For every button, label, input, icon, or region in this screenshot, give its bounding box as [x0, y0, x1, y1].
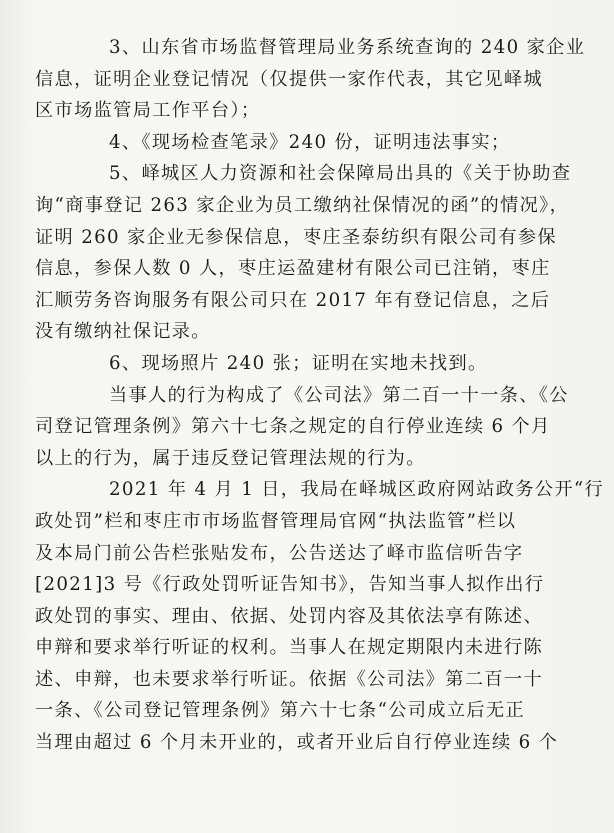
- text-line: 3、山东省市场监督管理局业务系统查询的 240 家企业: [109, 37, 586, 58]
- text-line: 申辩和要求举行听证的权利。当事人在规定期限内未进行陈: [35, 637, 543, 659]
- text-line: 述、申辩，也未要求举行听证。依据《公司法》第二百一十: [35, 668, 543, 690]
- text-line: 没有缴纳社保记录。: [35, 321, 211, 343]
- text-line: 6、现场照片 240 张；证明在实地未找到。: [109, 352, 488, 374]
- text-line: 当事人的行为构成了《公司法》第二百一十一条、《公: [109, 384, 569, 406]
- text-line: 4、《现场检查笔录》240 份，证明违法事实；: [109, 131, 511, 153]
- text-line: 信息，参保人数 0 人，枣庄运盈建材有限公司已注销，枣庄: [35, 258, 551, 280]
- evidence-item-5: [35, 158, 576, 348]
- text-line: 汇顺劳务咨询服务有限公司只在 2017 年有登记信息，之后: [35, 289, 551, 311]
- text-line: 证明 260 家企业无参保信息，枣庄圣泰纺织有限公司有参保: [35, 226, 557, 248]
- evidence-item-6: [72, 348, 576, 380]
- text-line: 区市场监管局工作平台）；: [35, 100, 261, 122]
- text-line: [2021]3 号《行政处罚听证告知书》，告知当事人拟作出行: [35, 574, 545, 596]
- text-line: 政处罚的事实、理由、依据、处罚内容及其依法享有陈述、: [35, 605, 543, 627]
- text-line: 一条、《公司登记管理条例》第六十七条“公司成立后无正: [35, 700, 525, 722]
- text-line: 以上的行为，属于违反登记管理法规的行为。: [35, 447, 426, 469]
- violation-paragraph: [35, 380, 576, 475]
- text-line: 司登记管理条例》第六十七条之规定的自行停业连续 6 个月: [35, 416, 551, 438]
- text-line: 5、峄城区人力资源和社会保障局出具的《关于协助查: [109, 163, 572, 185]
- text-line: 询“商事登记 263 家企业为员工缴纳社保情况的函”的情况》，: [35, 194, 570, 216]
- evidence-item-3: [35, 32, 586, 127]
- evidence-item-4: [72, 127, 576, 159]
- text-line: 2021 年 4 月 1 日，我局在峄城区政府网站政务公开“行: [109, 479, 605, 501]
- text-line: 当理由超过 6 个月未开业的，或者开业后自行停业连续 6 个: [35, 732, 559, 754]
- notice-paragraph: [35, 474, 605, 758]
- text-line: 及本局门前公告栏张贴发布，公告送达了峄市监信听告字: [35, 542, 524, 564]
- text-line: 信息，证明企业登记情况（仅提供一家作代表，其它见峄城: [35, 68, 543, 90]
- text-line: 政处罚”栏和枣庄市市场监督管理局官网“执法监管”栏以: [35, 510, 517, 532]
